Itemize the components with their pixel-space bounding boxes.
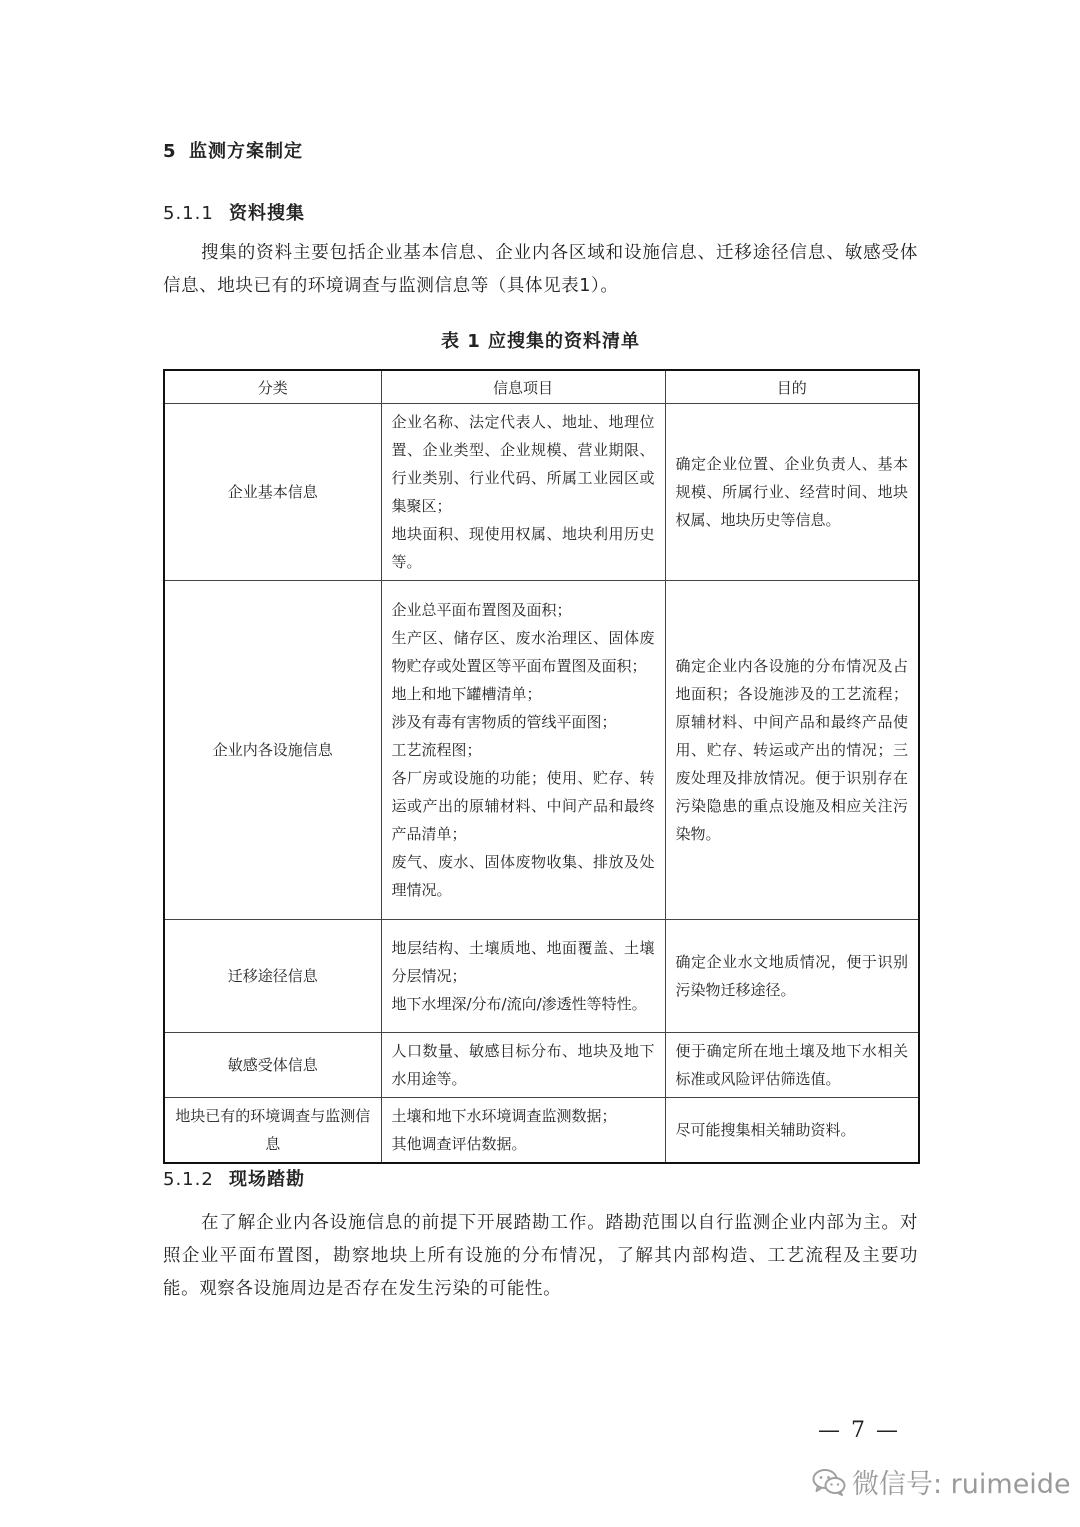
item-line: 其他调查评估数据。 [391, 1135, 527, 1153]
category-cell: 企业内各设施信息 [164, 581, 381, 920]
purpose-text: 确定企业内各设施的分布情况及占地面积；各设施涉及的工艺流程；原辅材料、中间产品和最终产品使用、贮存、转运或产出的情况；三废处理及排放情况。便于识别存在污染隐患的重点设施及相应关注污染物。 [675, 657, 908, 843]
watermark [812, 1462, 1071, 1501]
item-line: 工艺流程图； [391, 741, 482, 759]
table-row [164, 1098, 919, 1164]
item-line: 人口数量、敏感目标分布、地块及地下水用途等。 [391, 1042, 655, 1088]
purpose-cell [665, 1098, 919, 1164]
page-number: — 7 — [818, 1418, 900, 1443]
item-line: 地下水埋深/分布/流向/渗透性等特性。 [391, 995, 647, 1013]
data-checklist-table [163, 369, 920, 1164]
purpose-text: 确定企业位置、企业负责人、基本规模、所属行业、经营时间、地块权属、地块历史等信息。 [675, 455, 908, 529]
item-line: 企业总平面布置图及面积； [391, 601, 572, 619]
table-caption: 表 1 应搜集的资料清单 [440, 331, 641, 352]
subsection-number-2: 5.1.2 [163, 1169, 214, 1190]
purpose-cell [665, 581, 919, 920]
item-line: 生产区、储存区、废水治理区、固体废物贮存或处置区等平面布置图及面积； [391, 629, 655, 675]
items-cell [381, 1033, 665, 1098]
items-cell [381, 404, 665, 581]
items-cell [381, 1098, 665, 1164]
category-cell: 企业基本信息 [164, 404, 381, 581]
items-cell [381, 581, 665, 920]
item-line: 地层结构、土壤质地、地面覆盖、土壤分层情况； [391, 939, 655, 985]
subsection-number-1: 5.1.1 [163, 203, 214, 224]
subsection-heading-1 [163, 199, 305, 225]
wechat-icon [812, 1468, 846, 1496]
purpose-text: 尽可能搜集相关辅助资料。 [675, 1121, 856, 1139]
purpose-cell [665, 920, 919, 1033]
watermark-text: 微信号: ruimeide [852, 1469, 1071, 1500]
paragraph-data-collection: 搜集的资料主要包括企业基本信息、企业内各区域和设施信息、迁移途径信息、敏感受体信息、地块已有的环境调查与监测信息等（具体见表1）。 [163, 243, 918, 296]
section-title: 监测方案制定 [189, 141, 303, 162]
subsection-title-2: 现场踏勘 [229, 1169, 305, 1190]
purpose-text: 确定企业水文地质情况，便于识别污染物迁移途径。 [675, 953, 908, 999]
table-header-row [164, 370, 919, 404]
section-heading [163, 137, 303, 163]
table-row [164, 404, 919, 581]
item-line: 土壤和地下水环境调查监测数据； [391, 1107, 617, 1125]
items-cell [381, 920, 665, 1033]
subsection-heading-2 [163, 1165, 305, 1191]
purpose-cell [665, 1033, 919, 1098]
table-header-items: 信息项目 [381, 370, 665, 404]
item-line: 地上和地下罐槽清单； [391, 685, 542, 703]
paragraph-site-survey: 在了解企业内各设施信息的前提下开展踏勘工作。踏勘范围以自行监测企业内部为主。对照企业平面布置图，勘察地块上所有设施的分布情况，了解其内部构造、工艺流程及主要功能。观察各设施周边是否存在发生污染的可能性。 [163, 1213, 918, 1299]
table-header-category: 分类 [164, 370, 381, 404]
item-line: 企业名称、法定代表人、地址、地理位置、企业类型、企业规模、营业期限、行业类别、行业代码、所属工业园区或集聚区； [391, 413, 655, 515]
subsection-title-1: 资料搜集 [229, 203, 305, 224]
category-cell: 敏感受体信息 [164, 1033, 381, 1098]
table-row [164, 581, 919, 920]
category-cell: 迁移途径信息 [164, 920, 381, 1033]
item-line: 地块面积、现使用权属、地块利用历史等。 [391, 525, 655, 571]
item-line: 废气、废水、固体废物收集、排放及处理情况。 [391, 853, 655, 899]
section-number: 5 [163, 141, 177, 162]
table-header-purpose: 目的 [665, 370, 919, 404]
table-row [164, 920, 919, 1033]
item-line: 涉及有毒有害物质的管线平面图； [391, 713, 617, 731]
table-row [164, 1033, 919, 1098]
purpose-text: 便于确定所在地土壤及地下水相关标准或风险评估筛选值。 [675, 1042, 908, 1088]
purpose-cell [665, 404, 919, 581]
item-line: 各厂房或设施的功能；使用、贮存、转运或产出的原辅材料、中间产品和最终产品清单； [391, 769, 655, 843]
category-cell: 地块已有的环境调查与监测信息 [164, 1098, 381, 1164]
